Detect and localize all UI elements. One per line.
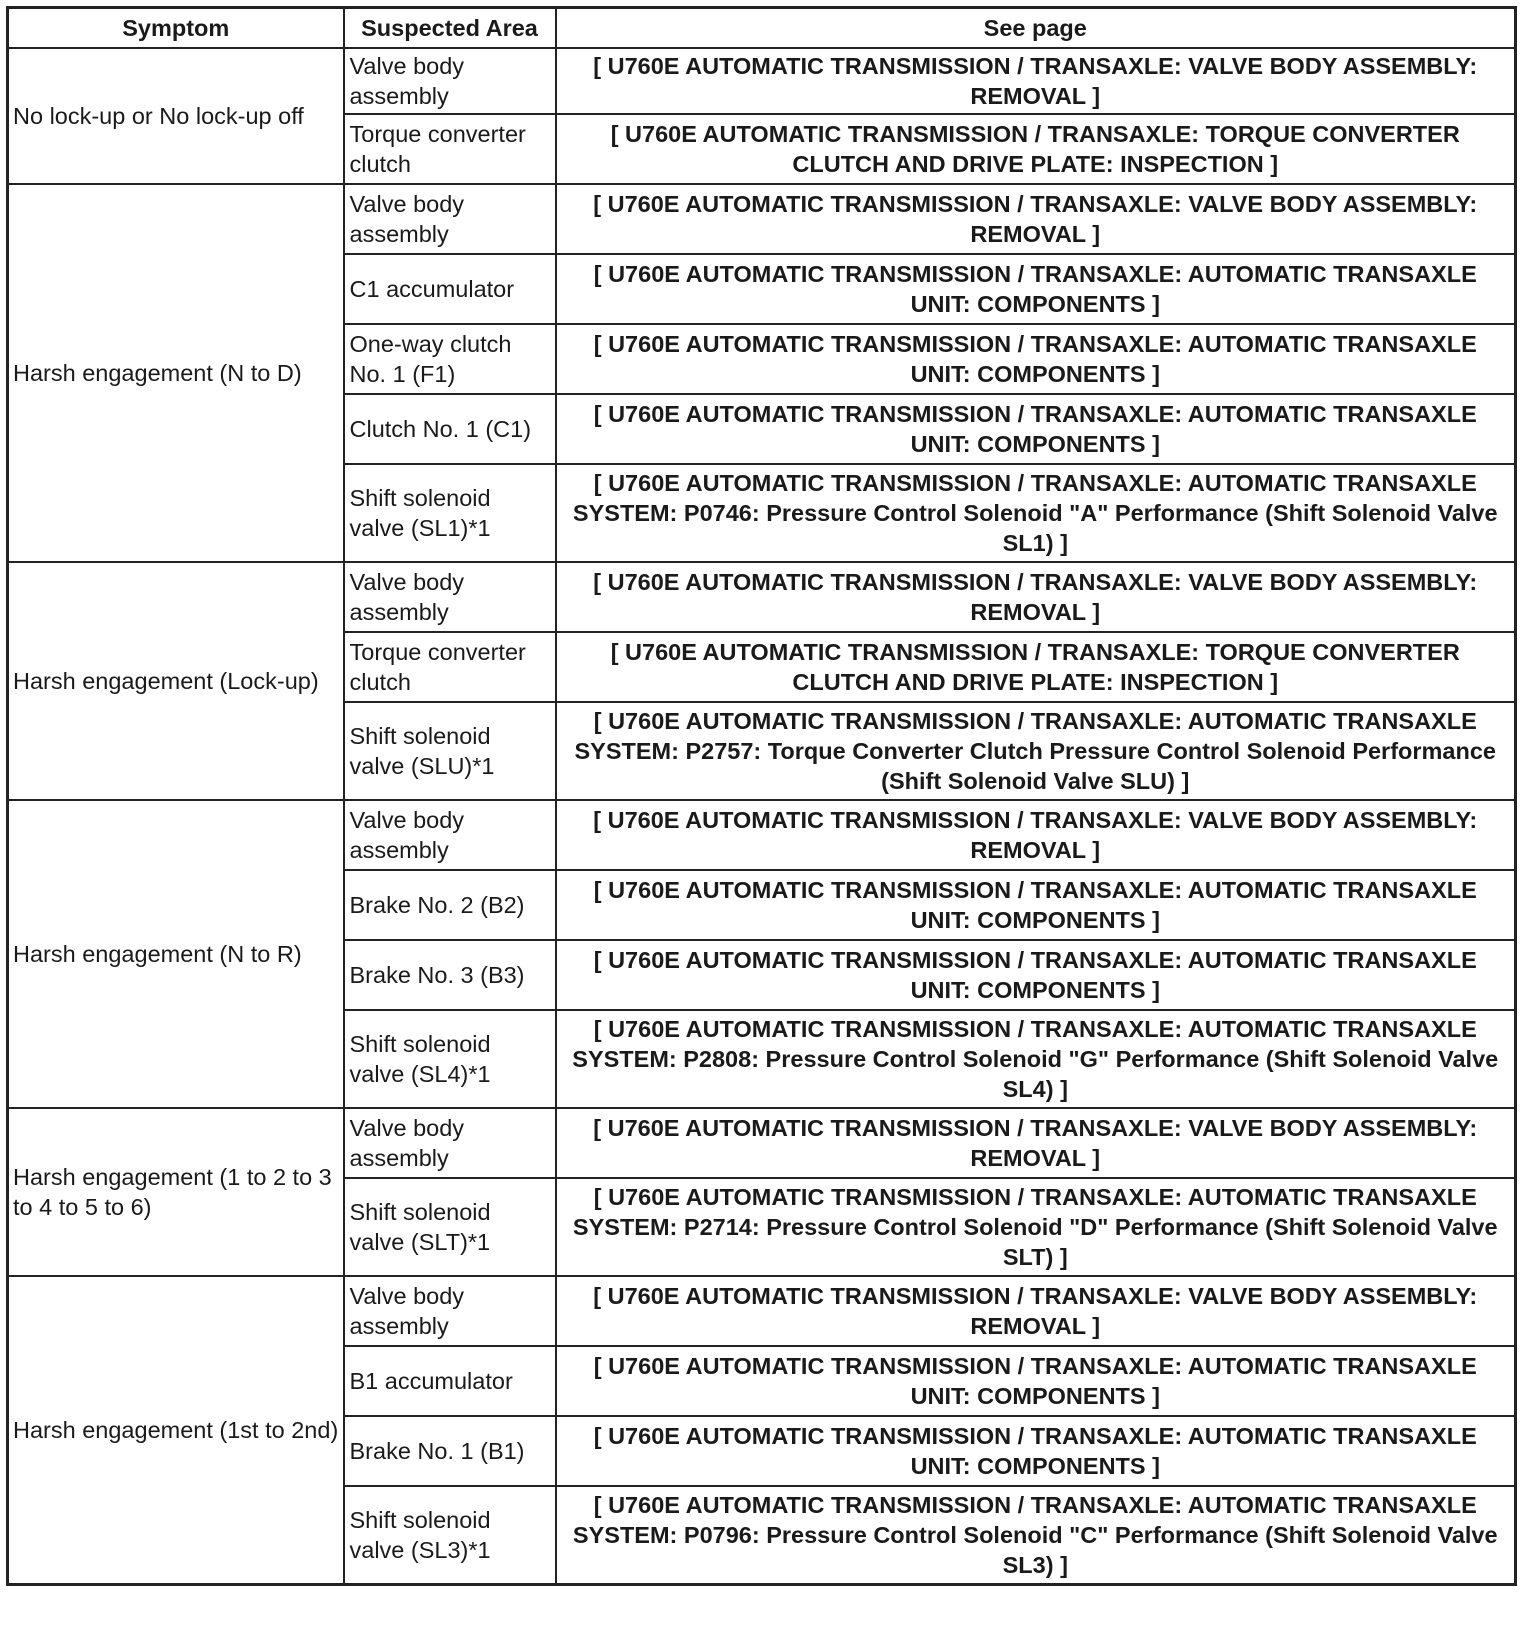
suspected-area-column-header: Suspected Area	[344, 8, 556, 49]
table-row	[8, 1276, 1516, 1346]
table-header	[8, 8, 1516, 49]
see-page-cell: [ U760E AUTOMATIC TRANSMISSION / TRANSAXLE: VALVE BODY ASSEMBLY: REMOVAL ]	[556, 48, 1516, 114]
suspected-area-cell: Valve body assembly	[344, 562, 556, 632]
suspected-area-cell: Valve body assembly	[344, 48, 556, 114]
suspected-area-cell: Clutch No. 1 (C1)	[344, 394, 556, 464]
suspected-area-cell: Shift solenoid valve (SL4)*1	[344, 1010, 556, 1108]
see-page-cell: [ U760E AUTOMATIC TRANSMISSION / TRANSAXLE: AUTOMATIC TRANSAXLE UNIT: COMPONENTS ]	[556, 1346, 1516, 1416]
see-page-cell: [ U760E AUTOMATIC TRANSMISSION / TRANSAXLE: VALVE BODY ASSEMBLY: REMOVAL ]	[556, 184, 1516, 254]
see-page-cell: [ U760E AUTOMATIC TRANSMISSION / TRANSAXLE: TORQUE CONVERTER CLUTCH AND DRIVE PLATE: INSPECTION ]	[556, 114, 1516, 184]
see-page-cell: [ U760E AUTOMATIC TRANSMISSION / TRANSAXLE: AUTOMATIC TRANSAXLE UNIT: COMPONENTS ]	[556, 394, 1516, 464]
suspected-area-cell: Valve body assembly	[344, 1108, 556, 1178]
suspected-area-cell: Brake No. 1 (B1)	[344, 1416, 556, 1486]
see-page-cell: [ U760E AUTOMATIC TRANSMISSION / TRANSAXLE: AUTOMATIC TRANSAXLE SYSTEM: P0746: Pressure Control Solenoid "A" Performance (Shift Solenoid Valve SL1) ]	[556, 464, 1516, 562]
see-page-cell: [ U760E AUTOMATIC TRANSMISSION / TRANSAXLE: VALVE BODY ASSEMBLY: REMOVAL ]	[556, 562, 1516, 632]
symptom-cell: Harsh engagement (Lock-up)	[8, 562, 344, 800]
suspected-area-cell: Valve body assembly	[344, 1276, 556, 1346]
symptom-table	[6, 6, 1517, 1586]
suspected-area-cell: Shift solenoid valve (SLU)*1	[344, 702, 556, 800]
see-page-cell: [ U760E AUTOMATIC TRANSMISSION / TRANSAXLE: AUTOMATIC TRANSAXLE SYSTEM: P2808: Pressure Control Solenoid "G" Performance (Shift Solenoid Valve SL4) ]	[556, 1010, 1516, 1108]
table-body	[8, 48, 1516, 1584]
suspected-area-cell: Shift solenoid valve (SLT)*1	[344, 1178, 556, 1276]
see-page-cell: [ U760E AUTOMATIC TRANSMISSION / TRANSAXLE: TORQUE CONVERTER CLUTCH AND DRIVE PLATE: INSPECTION ]	[556, 632, 1516, 702]
table-row	[8, 562, 1516, 632]
suspected-area-cell: Valve body assembly	[344, 800, 556, 870]
suspected-area-cell: C1 accumulator	[344, 254, 556, 324]
suspected-area-cell: Brake No. 3 (B3)	[344, 940, 556, 1010]
header-row	[8, 8, 1516, 49]
see-page-cell: [ U760E AUTOMATIC TRANSMISSION / TRANSAXLE: VALVE BODY ASSEMBLY: REMOVAL ]	[556, 1276, 1516, 1346]
suspected-area-cell: B1 accumulator	[344, 1346, 556, 1416]
see-page-cell: [ U760E AUTOMATIC TRANSMISSION / TRANSAXLE: VALVE BODY ASSEMBLY: REMOVAL ]	[556, 1108, 1516, 1178]
symptom-cell: Harsh engagement (N to R)	[8, 800, 344, 1108]
table-row	[8, 800, 1516, 870]
suspected-area-cell: One-way clutch No. 1 (F1)	[344, 324, 556, 394]
table-row	[8, 1108, 1516, 1178]
symptom-cell: No lock-up or No lock-up off	[8, 48, 344, 184]
symptom-cell: Harsh engagement (N to D)	[8, 184, 344, 562]
see-page-cell: [ U760E AUTOMATIC TRANSMISSION / TRANSAXLE: AUTOMATIC TRANSAXLE UNIT: COMPONENTS ]	[556, 324, 1516, 394]
see-page-cell: [ U760E AUTOMATIC TRANSMISSION / TRANSAXLE: VALVE BODY ASSEMBLY: REMOVAL ]	[556, 800, 1516, 870]
see-page-cell: [ U760E AUTOMATIC TRANSMISSION / TRANSAXLE: AUTOMATIC TRANSAXLE UNIT: COMPONENTS ]	[556, 870, 1516, 940]
see-page-cell: [ U760E AUTOMATIC TRANSMISSION / TRANSAXLE: AUTOMATIC TRANSAXLE SYSTEM: P2757: Torque Converter Clutch Pressure Control Solenoid Performance (Shift Solenoid Valve SLU) ]	[556, 702, 1516, 800]
symptom-cell: Harsh engagement (1st to 2nd)	[8, 1276, 344, 1584]
suspected-area-cell: Shift solenoid valve (SL1)*1	[344, 464, 556, 562]
suspected-area-cell: Torque converter clutch	[344, 114, 556, 184]
see-page-cell: [ U760E AUTOMATIC TRANSMISSION / TRANSAXLE: AUTOMATIC TRANSAXLE UNIT: COMPONENTS ]	[556, 254, 1516, 324]
see-page-cell: [ U760E AUTOMATIC TRANSMISSION / TRANSAXLE: AUTOMATIC TRANSAXLE SYSTEM: P2714: Pressure Control Solenoid "D" Performance (Shift Solenoid Valve SLT) ]	[556, 1178, 1516, 1276]
suspected-area-cell: Shift solenoid valve (SL3)*1	[344, 1486, 556, 1584]
table-row	[8, 48, 1516, 114]
suspected-area-cell: Brake No. 2 (B2)	[344, 870, 556, 940]
see-page-cell: [ U760E AUTOMATIC TRANSMISSION / TRANSAXLE: AUTOMATIC TRANSAXLE SYSTEM: P0796: Pressure Control Solenoid "C" Performance (Shift Solenoid Valve SL3) ]	[556, 1486, 1516, 1584]
see-page-cell: [ U760E AUTOMATIC TRANSMISSION / TRANSAXLE: AUTOMATIC TRANSAXLE UNIT: COMPONENTS ]	[556, 940, 1516, 1010]
symptom-column-header: Symptom	[8, 8, 344, 49]
see-page-cell: [ U760E AUTOMATIC TRANSMISSION / TRANSAXLE: AUTOMATIC TRANSAXLE UNIT: COMPONENTS ]	[556, 1416, 1516, 1486]
see-page-column-header: See page	[556, 8, 1516, 49]
suspected-area-cell: Torque converter clutch	[344, 632, 556, 702]
table-row	[8, 184, 1516, 254]
symptom-cell: Harsh engagement (1 to 2 to 3 to 4 to 5 to 6)	[8, 1108, 344, 1276]
suspected-area-cell: Valve body assembly	[344, 184, 556, 254]
